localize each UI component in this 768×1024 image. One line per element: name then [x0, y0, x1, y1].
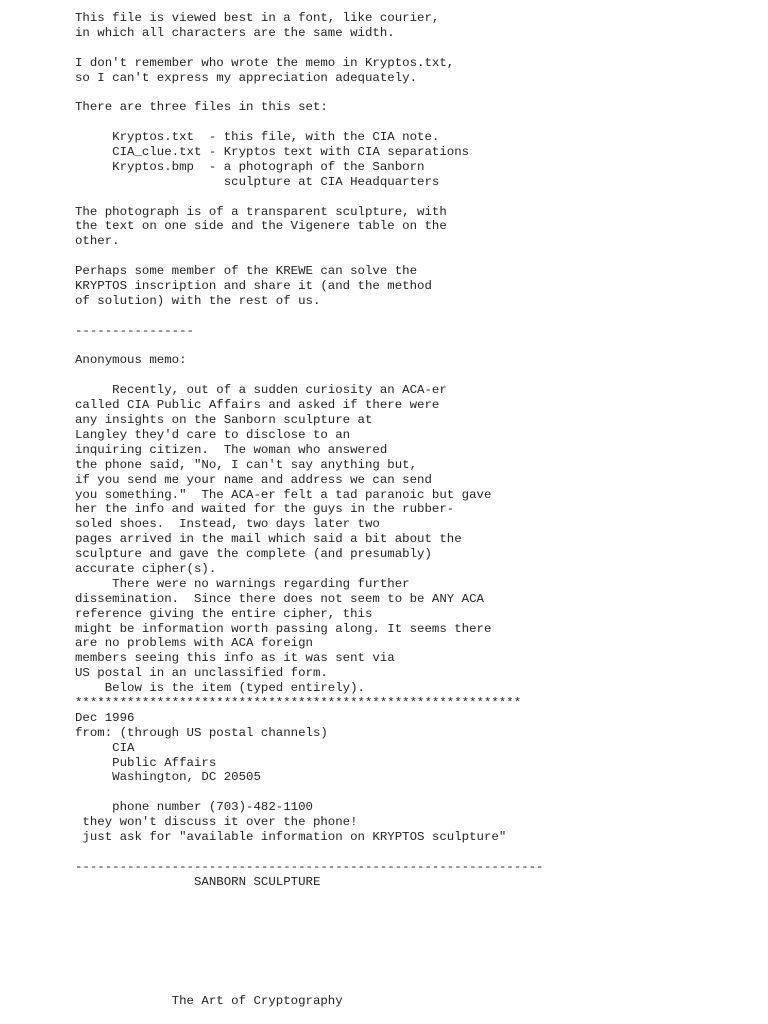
text-line: There are three files in this set:	[75, 100, 328, 115]
memo-line: soled shoes. Instead, two days later two	[75, 517, 380, 532]
blank-line	[75, 919, 755, 934]
blank-line	[75, 785, 755, 800]
asterisk-separator: ************************************************************	[75, 695, 522, 710]
memo-line: members seeing this info as it was sent via	[75, 651, 395, 666]
memo-line: you something." The ACA-er felt a tad paranoic but gave	[75, 487, 492, 502]
address-line: Public Affairs	[75, 755, 217, 770]
memo-line: There were no warnings regarding further	[75, 576, 410, 591]
blank-line	[75, 368, 755, 383]
separator-line: ----------------	[75, 323, 194, 338]
document-body	[75, 11, 755, 1009]
blank-line	[75, 934, 755, 949]
file-list-item: Kryptos.bmp - a photograph of the Sanborn	[75, 159, 425, 174]
memo-line: US postal in an unclassified form.	[75, 666, 328, 681]
note-line: just ask for "available information on KRYPTOS sculpture"	[75, 829, 507, 844]
art-of-cryptography-title: The Art of Cryptography	[75, 993, 343, 1008]
blank-line	[75, 190, 755, 205]
memo-line: are no problems with ACA foreign	[75, 636, 313, 651]
blank-line	[75, 309, 755, 324]
file-list-item: Kryptos.txt - this file, with the CIA note.	[75, 130, 440, 145]
text-line: I don't remember who wrote the memo in Kryptos.txt,	[75, 55, 455, 70]
text-line: other.	[75, 234, 120, 249]
address-line: Washington, DC 20505	[75, 770, 261, 785]
blank-line	[75, 964, 755, 979]
memo-line: Below is the item (typed entirely).	[75, 681, 365, 696]
blank-line	[75, 339, 755, 354]
memo-line: might be information worth passing along. It seems there	[75, 621, 492, 636]
text-line: Perhaps some member of the KREWE can solve the	[75, 264, 418, 279]
blank-line	[75, 85, 755, 100]
file-list-item: CIA_clue.txt - Kryptos text with CIA separations	[75, 145, 470, 160]
blank-line	[75, 249, 755, 264]
memo-line: Langley they'd care to disclose to an	[75, 427, 351, 442]
blank-line	[75, 904, 755, 919]
text-line: This file is viewed best in a font, like courier,	[75, 11, 440, 25]
text-line: KRYPTOS inscription and share it (and the method	[75, 279, 432, 294]
memo-line: sculpture and gave the complete (and presumably)	[75, 547, 432, 562]
memo-line: called CIA Public Affairs and asked if there were	[75, 398, 440, 413]
phone-line: phone number (703)-482-1100	[75, 800, 313, 815]
blank-line	[75, 41, 755, 56]
address-line: CIA	[75, 740, 135, 755]
memo-line: pages arrived in the mail which said a bit about the	[75, 532, 462, 547]
blank-line	[75, 979, 755, 994]
blank-line	[75, 845, 755, 860]
text-line: in which all characters are the same width.	[75, 25, 395, 40]
date-line: Dec 1996	[75, 710, 135, 725]
blank-line	[75, 115, 755, 130]
blank-line	[75, 949, 755, 964]
note-line: they won't discuss it over the phone!	[75, 815, 358, 830]
text-line: of solution) with the rest of us.	[75, 293, 321, 308]
memo-line: any insights on the Sanborn sculpture at	[75, 413, 373, 428]
blank-line	[75, 890, 755, 905]
memo-line: accurate cipher(s).	[75, 561, 217, 576]
dash-separator: ---------------------------------------------------------------	[75, 859, 544, 874]
text-line: the text on one side and the Vigenere table on the	[75, 219, 447, 234]
file-list-item: sculpture at CIA Headquarters	[75, 174, 440, 189]
memo-line: her the info and waited for the guys in the rubber-	[75, 502, 455, 517]
memo-line: inquiring citizen. The woman who answered	[75, 442, 388, 457]
section-heading: Anonymous memo:	[75, 353, 187, 368]
memo-line: if you send me your name and address we can send	[75, 472, 432, 487]
memo-line: reference giving the entire cipher, this	[75, 606, 373, 621]
memo-line: dissemination. Since there does not seem to be ANY ACA	[75, 591, 484, 606]
text-line: The photograph is of a transparent sculpture, with	[75, 204, 447, 219]
text-line: so I can't express my appreciation adequately.	[75, 70, 418, 85]
sculpture-heading: SANBORN SCULPTURE	[75, 874, 321, 889]
memo-line: the phone said, "No, I can't say anything but,	[75, 457, 418, 472]
from-line: from: (through US postal channels)	[75, 725, 328, 740]
memo-line: Recently, out of a sudden curiosity an ACA-er	[75, 383, 447, 398]
